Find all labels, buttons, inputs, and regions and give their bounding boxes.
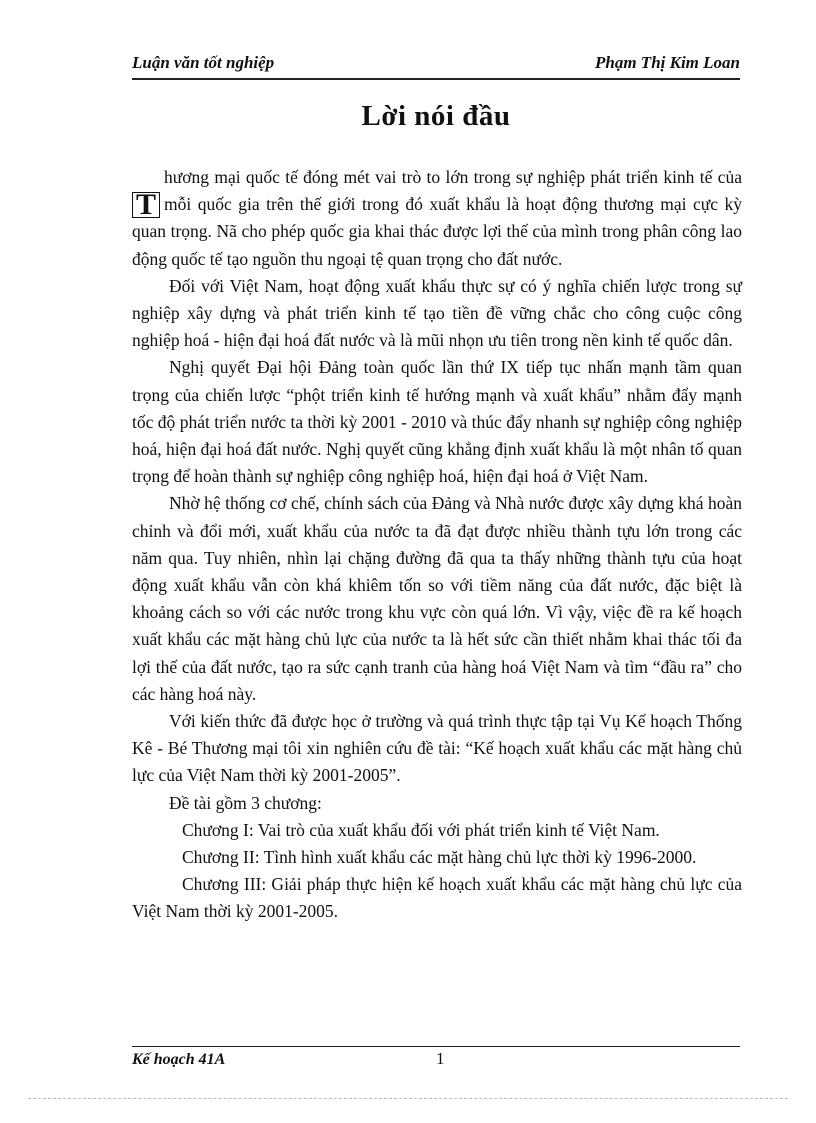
paragraph-intro [132,164,742,273]
header-thesis-label: Luận văn tốt nghiệp [132,53,275,72]
page-footer [132,1046,740,1075]
page-number: 1 [436,1049,445,1068]
paragraph: Với kiến thức đã được học ở trường và quá trình thực tập tại Vụ Kế hoạch Thống Kê - Bé Thương mại tôi xin nghiên cứu đề tài: “Kế hoạch xuất khẩu các mặt hàng chủ lực của Việt Nam thời kỳ 2001-2005”. [132,711,742,786]
page-bottom-divider [28,1098,788,1099]
drop-cap: T [132,192,160,218]
paragraph-text: hương mại quốc tế đóng mét vai trò to lớn trong sự nghiệp phát triển kinh tế của mỗi quốc gia trên thế giới trong đó xuất khẩu là hoạt động thương mại cực kỳ quan trọng. Nã cho phép quốc gia khai thác được lợi thế của mình trong phân công lao động quốc tế tạo nguồn thu ngoại tệ quan trọng cho đất nước. [132,167,742,269]
document-body [132,164,742,926]
chapter-list-item: Chương I: Vai trò của xuất khẩu đối với phát triển kinh tế Việt Nam. [182,819,660,840]
chapter-list-item: Chương II: Tình hình xuất khẩu các mặt hàng chủ lực thời kỳ 1996-2000. [182,847,697,868]
paragraph: Đối với Việt Nam, hoạt động xuất khẩu thực sự có ý nghĩa chiến lược trong sự nghiệp xây dựng và phát triển kinh tế tạo tiền đề vững chắc cho công cuộc công nghiệp hoá - hiện đại hoá đất nước và là mũi nhọn ưu tiên trong nền kinh tế quốc dân. [132,275,742,351]
paragraph: Nhờ hệ thống cơ chế, chính sách của Đảng và Nhà nước được xây dựng khá hoàn chỉnh và đổi mới, xuất khẩu của nước ta đã đạt được nhiều thành tựu lớn trong các năm qua. Tuy nhiên, nhìn lại chặng đường đã qua ta thấy những thành tựu của hoạt động xuất khẩu vẫn còn khá khiêm tốn so với tiềm năng của đất nước, đặc biệt là khoảng cách so với các nước trong khu vực còn quá lớn. Vì vậy, việc đề ra kế hoạch xuất khẩu các mặt hàng chủ lực của nước ta là hết sức cần thiết nhằm khai thác tối đa lợi thế của đất nước, tạo ra sức cạnh tranh của hàng hoá Việt Nam và tìm “đầu ra” cho các hàng hoá này. [132,493,742,704]
page-header [132,48,740,80]
page-title: Lời nói đầu [361,100,511,132]
chapter-list-item: Chương III: Giải pháp thực hiện kế hoạch xuất khẩu các mặt hàng chủ lực của Việt Nam thời kỳ 2001-2005. [132,874,742,922]
header-author-name: Phạm Thị Kim Loan [595,53,740,72]
paragraph: Đề tài gồm 3 chương: [169,792,322,813]
paragraph: Nghị quyết Đại hội Đảng toàn quốc lần thứ IX tiếp tục nhấn mạnh tầm quan trọng của chiến lược “phột triển kinh tế hướng mạnh và xuất khẩu” nhằm đẩy mạnh tốc độ phát triển nước ta thời kỳ 2001 - 2010 và thúc đẩy nhanh sự nghiệp công nghiệp hoá, hiện đại hoá đất nước. Nghị quyết cũng khẳng định xuất khẩu là một nhân tố quan trọng để hoàn thành sự nghiệp công nghiệp hoá, hiện đại hoá ở Việt Nam. [132,357,742,487]
footer-class-label: Kế hoạch 41A [132,1051,226,1068]
